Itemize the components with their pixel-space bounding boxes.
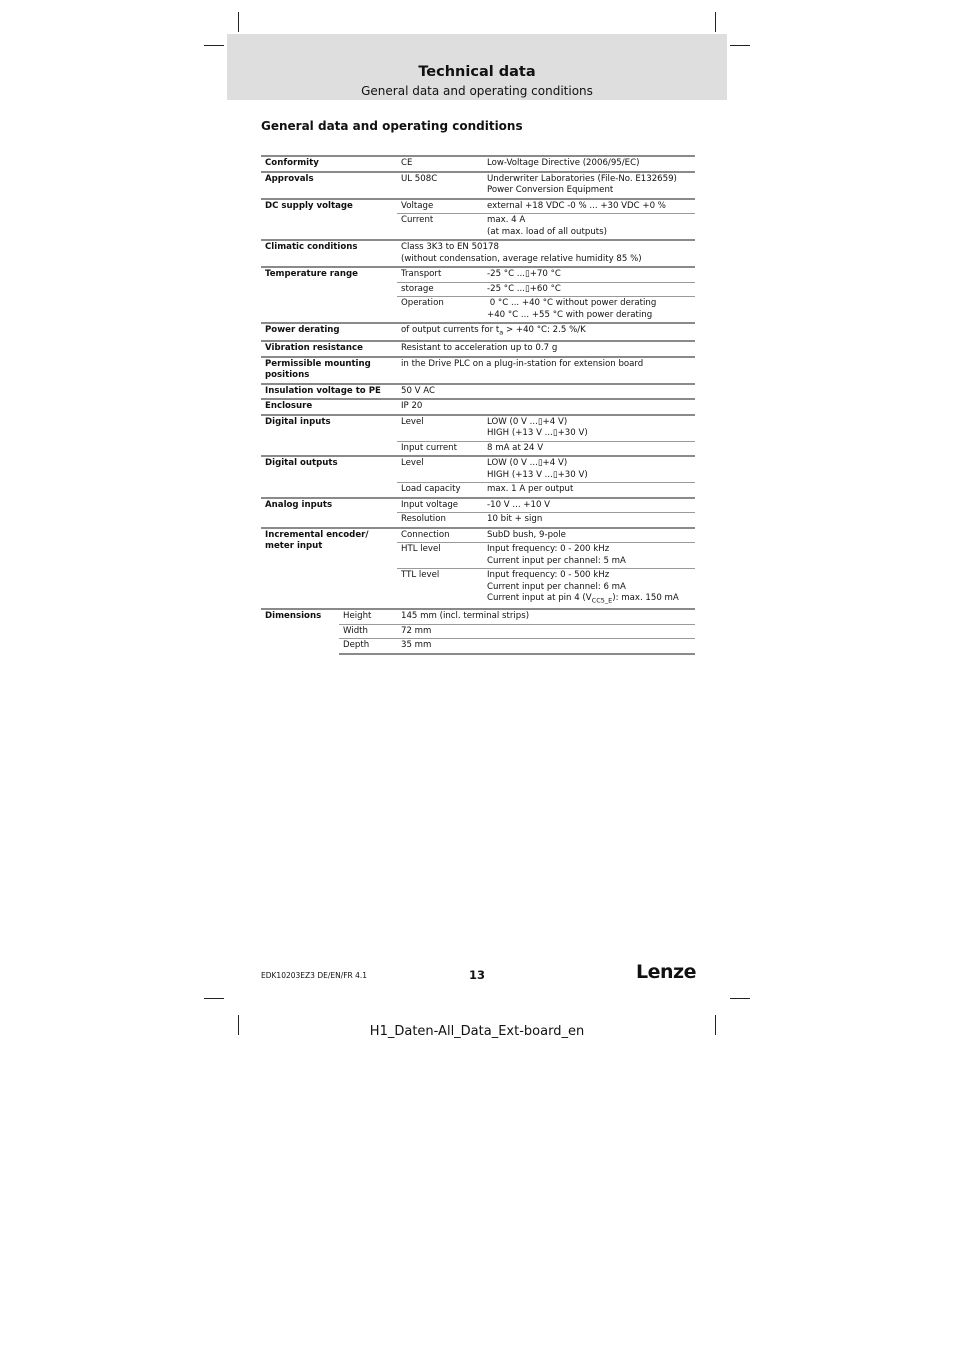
table-row — [261, 323, 695, 341]
table-row — [261, 609, 695, 624]
crop-mark — [730, 45, 750, 46]
row-label: Insulation voltage to PE — [261, 384, 397, 400]
cell-value: -25 °C ...▯+70 °C — [483, 267, 695, 282]
cell-sublabel: Input voltage — [397, 498, 483, 513]
crop-mark — [204, 45, 224, 46]
row-label: Dimensions — [261, 609, 339, 654]
cell-sublabel: Height — [339, 609, 397, 624]
value-text: ): max. 150 mA — [612, 593, 679, 604]
row-label: DC supply voltage — [261, 199, 397, 241]
page-title: Technical data — [418, 64, 536, 80]
cell-sublabel: Level — [397, 415, 483, 442]
cell-sublabel: TTL level — [397, 569, 483, 610]
cell-value: 8 mA at 24 V — [483, 441, 695, 456]
spec-table — [261, 155, 695, 655]
value-text: Current input at pin 4 (V — [487, 593, 592, 604]
table-row — [261, 415, 695, 442]
cell-value: UL 508C — [397, 172, 483, 199]
table-row — [261, 384, 695, 400]
cell-value: in the Drive PLC on a plug-in-station for extension board — [397, 357, 695, 384]
cell-value: Class 3K3 to EN 50178 (without condensation, average relative humidity 85 %) — [397, 240, 695, 267]
cell-sublabel: Input current — [397, 441, 483, 456]
cell-value: max. 4 A (at max. load of all outputs) — [483, 214, 695, 241]
row-label: Vibration resistance — [261, 341, 397, 357]
row-label: Power derating — [261, 323, 397, 341]
cell-sublabel: Voltage — [397, 199, 483, 214]
cell-value: 0 °C ... +40 °C without power derating +40 °C ... +55 °C with power derating — [483, 297, 695, 324]
table-row — [261, 240, 695, 267]
cell-value: 50 V AC — [397, 384, 695, 400]
value-text: Input frequency: 0 - 500 kHz Current input per channel: 6 mA — [487, 570, 626, 592]
cell-value: 145 mm (incl. terminal strips) — [397, 609, 695, 624]
table-row — [261, 341, 695, 357]
row-label: Incremental encoder/ meter input — [261, 528, 397, 610]
cell-sublabel: Level — [397, 456, 483, 483]
page-header — [227, 34, 727, 100]
document-code: EDK10203EZ3 DE/EN/FR 4.1 — [261, 971, 368, 980]
cell-sublabel: Width — [339, 624, 397, 639]
row-label: Climatic conditions — [261, 240, 397, 267]
page-number: 13 — [469, 968, 486, 982]
cell-sublabel: Depth — [339, 639, 397, 654]
value-text: > +40 °C: 2.5 %/K — [503, 325, 586, 335]
row-label: Temperature range — [261, 267, 397, 323]
table-row — [261, 357, 695, 384]
cell-value: CE — [397, 156, 483, 172]
cell-value: LOW (0 V ...▯+4 V) HIGH (+13 V ...▯+30 V) — [483, 415, 695, 442]
crop-mark — [204, 998, 224, 999]
table-row — [261, 172, 695, 199]
file-label: H1_Daten-All_Data_Ext-board_en — [369, 1024, 585, 1039]
cell-value: Low-Voltage Directive (2006/95/EC) — [483, 156, 695, 172]
table-row — [261, 528, 695, 543]
cell-sublabel: Resolution — [397, 513, 483, 528]
cell-value: IP 20 — [397, 399, 695, 415]
section-title: General data and operating conditions — [261, 119, 523, 133]
value-subscript: a — [499, 328, 504, 337]
row-label: Enclosure — [261, 399, 397, 415]
row-label: Digital outputs — [261, 456, 397, 498]
cell-sublabel: HTL level — [397, 543, 483, 569]
value-subscript: CC5_E — [591, 596, 613, 605]
cell-value — [397, 323, 695, 341]
table-row — [261, 267, 695, 282]
cell-sublabel: Transport — [397, 267, 483, 282]
cell-sublabel: Load capacity — [397, 483, 483, 498]
table-row — [261, 156, 695, 172]
value-text: of output currents for t — [401, 325, 500, 335]
cell-value: external +18 VDC -0 % ... +30 VDC +0 % — [483, 199, 695, 214]
cell-value: max. 1 A per output — [483, 483, 695, 498]
cell-sublabel: Operation — [397, 297, 483, 324]
cell-value — [483, 569, 695, 610]
cell-value: Input frequency: 0 - 200 kHz Current input per channel: 5 mA — [483, 543, 695, 569]
row-label: Analog inputs — [261, 498, 397, 528]
table-row — [261, 399, 695, 415]
row-label: Permissible mounting positions — [261, 357, 397, 384]
cell-value: -25 °C ...▯+60 °C — [483, 282, 695, 297]
row-label: Conformity — [261, 156, 397, 172]
table-row — [261, 498, 695, 513]
cell-sublabel: Connection — [397, 528, 483, 543]
cell-value: 10 bit + sign — [483, 513, 695, 528]
cell-value: 72 mm — [397, 624, 695, 639]
cell-value: 35 mm — [397, 639, 695, 654]
page-subtitle: General data and operating conditions — [361, 84, 593, 98]
cell-value: LOW (0 V ...▯+4 V) HIGH (+13 V ...▯+30 V) — [483, 456, 695, 483]
cell-sublabel: Current — [397, 214, 483, 241]
lenze-logo: Lenze — [636, 961, 696, 983]
cell-value: SubD bush, 9-pole — [483, 528, 695, 543]
crop-mark — [238, 12, 239, 32]
cell-sublabel: storage — [397, 282, 483, 297]
crop-mark — [715, 12, 716, 32]
table-row — [261, 456, 695, 483]
row-label: Approvals — [261, 172, 397, 199]
table-row — [261, 199, 695, 214]
cell-value: Underwriter Laboratories (File-No. E132659) Power Conversion Equipment — [483, 172, 695, 199]
crop-mark — [730, 998, 750, 999]
cell-value: Resistant to acceleration up to 0.7 g — [397, 341, 695, 357]
cell-value: -10 V ... +10 V — [483, 498, 695, 513]
row-label: Digital inputs — [261, 415, 397, 457]
